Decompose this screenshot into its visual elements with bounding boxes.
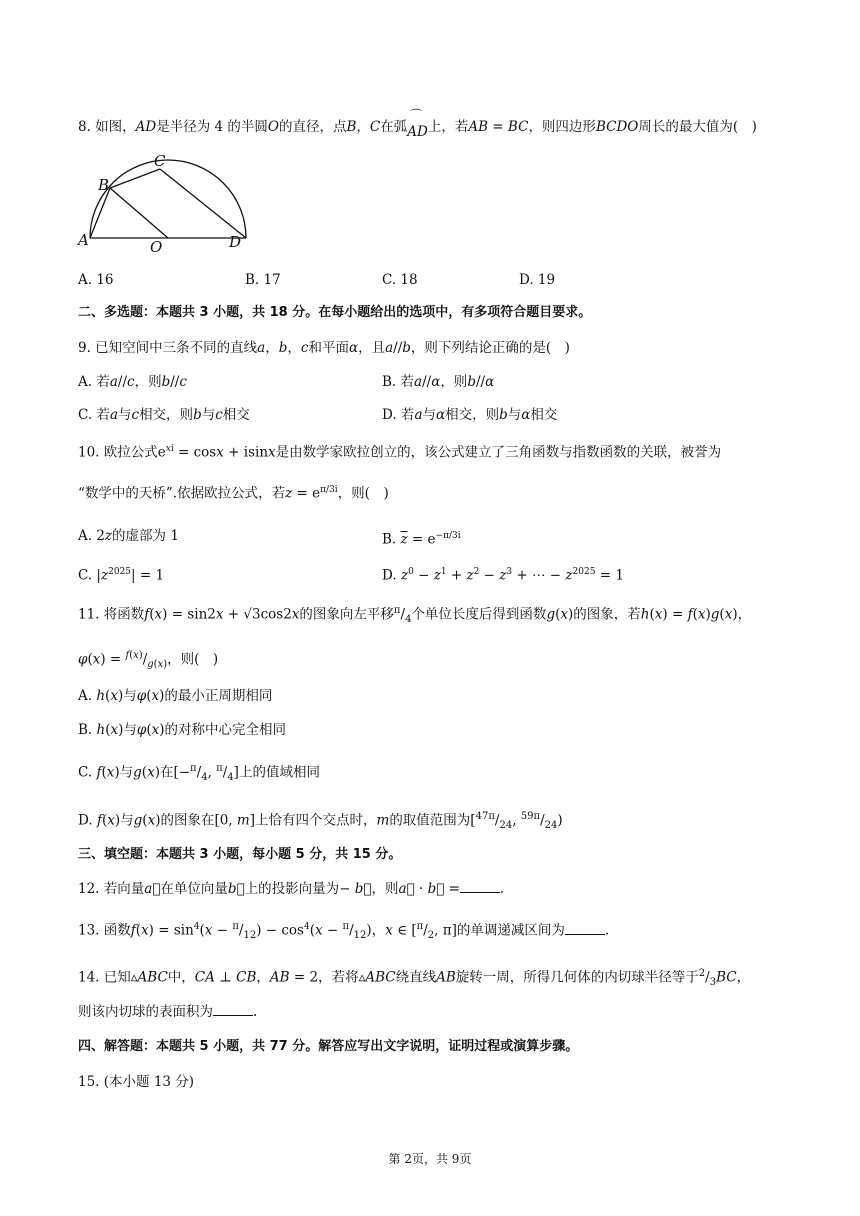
label-A: A <box>78 231 89 249</box>
q13: 13. 函数$f(x) = \sin^4(x - ^\pi/_{12}) - \cos^4(x - ^\pi/_{12})$，x ∈ [$^\pi/_2$, π]的单调递减区间为 . <box>78 921 610 942</box>
q9-option-c: C. 若a与c相交，则b与c相交 <box>78 407 250 423</box>
label-B: B <box>98 176 110 194</box>
section-4-heading: 四、解答题：本题共 5 小题，共 77 分。解答应写出文字说明，证明过程或演算步骤。 <box>78 1039 579 1054</box>
q11-stem-line1: 11. 将函数f(x) = sin2x + √3cos2x的图象向左平移$^\pi/_4$个单位长度后得到函数g(x)的图象，若h(x) = f(x)g(x)， <box>78 605 752 626</box>
q12: 12. 若向量a⃗在单位向量b⃗上的投影向量为− b⃗，则a⃗ · b⃗ = . <box>78 881 505 897</box>
q8-option-d: D. 19 <box>519 272 556 288</box>
section-2-heading: 二、多选题：本题共 3 小题，共 18 分。在每小题给出的选项中，有多项符合题目要求。 <box>78 305 592 320</box>
q15-heading: 15. (本小题 13 分) <box>78 1074 195 1090</box>
q9-option-d: D. 若a与α相交，则b与α相交 <box>382 407 558 423</box>
q8-stem: 8. 如图，AD是半径为 4 的半圆O的直径，点B，C在弧 ⌒ AD上，若AB = BC，则四边形BCDO周长的最大值为( ) <box>78 108 757 140</box>
q12-blank[interactable] <box>460 880 500 893</box>
q8-option-c: C. 18 <box>382 272 418 288</box>
q14-stem-line2: 则该内切球的表面积为 . <box>78 1004 258 1020</box>
label-C: C <box>154 152 166 170</box>
page-footer: 第 2页，共 9页 <box>388 1152 472 1166</box>
q9-stem: 9. 已知空间中三条不同的直线a，b，c和平面α，且a//b，则下列结论正确的是( ) <box>78 340 570 356</box>
q13-blank[interactable] <box>565 922 605 935</box>
q10-option-d: D. $z^0 - z^1 + z^2 - z^3$ + ⋯ − $z^{2025} = 1$ <box>382 567 624 584</box>
q10-option-c: C. $|z^{2025}| = 1$ <box>78 567 165 584</box>
q11-option-d: D. f(x)与g(x)的图象在[0, m]上恰有四个交点时，m的取值范围为[$^{47\pi}/_{24}$, $^{59\pi}/_{24}$) <box>78 811 563 832</box>
q14-stem-line1: 14. 已知▵ABC中，CA ⊥ CB，AB = 2，若将▵ABC绕直线AB旋转一周，所得几何体的内切球半径等于$^2/_3BC$， <box>78 968 751 989</box>
q10-stem-line2: “数学中的天桥”.依据欧拉公式，若$z = e^{\pi/3i}$，则( ) <box>78 485 389 502</box>
q9-option-a: A. 若a//c，则b//c <box>78 374 187 390</box>
q8-option-a: A. 16 <box>78 272 114 288</box>
q8-option-b: B. 17 <box>245 272 281 288</box>
q11-option-a: A. h(x)与φ(x)的最小正周期相同 <box>78 688 273 704</box>
q11-stem-line2: $\varphi(x) = ^{f(x)}/_{g(x)}$，则( ) <box>78 650 219 671</box>
q11-option-b: B. h(x)与φ(x)的对称中心完全相同 <box>78 722 287 738</box>
q9-option-b: B. 若a//α，则b//α <box>382 374 495 390</box>
q10-option-b: B. $\overline{z} = e^{-\pi/3i}$ <box>382 531 461 548</box>
q8-figure <box>72 150 252 254</box>
label-O: O <box>150 238 163 254</box>
section-3-heading: 三、填空题：本题共 3 小题，每小题 5 分，共 15 分。 <box>78 847 402 862</box>
q10-stem-line1: 10. 欧拉公式$e^{xi} = \cos x + isinx$是由数学家欧拉创立的，该公式建立了三角函数与指数函数的关联，被誉为 <box>78 444 722 461</box>
q11-option-c: C. f(x)与g(x)在[$-^\pi/_4$, $^\pi/_4$]上的值域相同 <box>78 763 320 784</box>
label-D: D <box>229 233 242 251</box>
q14-blank[interactable] <box>213 1003 253 1016</box>
q10-option-a: A. 2z的虚部为 1 <box>78 528 179 544</box>
